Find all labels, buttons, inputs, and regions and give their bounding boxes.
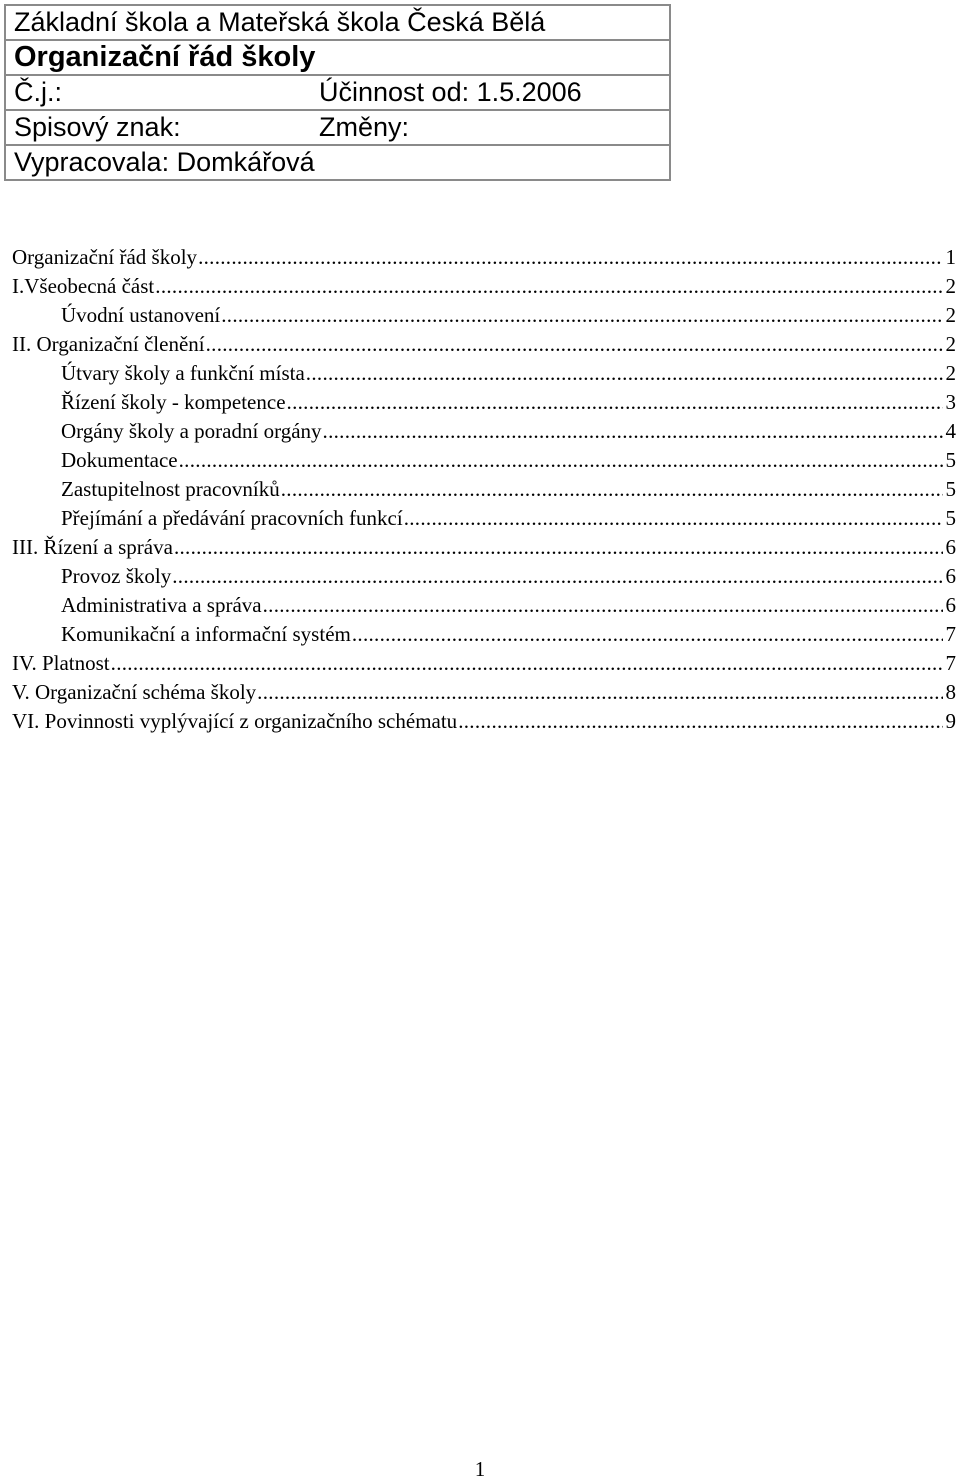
- toc-entry-label: III. Řízení a správa: [12, 535, 173, 559]
- page-number: 1: [474, 1457, 486, 1481]
- toc-entry[interactable]: [12, 446, 956, 475]
- toc-entry-page: 1: [945, 245, 956, 269]
- toc-entry-page: 4: [945, 419, 956, 443]
- toc-entry-page: 9: [945, 709, 956, 733]
- document-title: Organizační řád školy: [5, 40, 670, 75]
- toc-entry[interactable]: [12, 707, 956, 736]
- toc-entry-label: Komunikační a informační systém: [61, 622, 351, 646]
- toc-entry-label: Dokumentace: [61, 448, 178, 472]
- toc-entry-page: 2: [945, 303, 956, 327]
- toc-entry[interactable]: [12, 562, 956, 591]
- effective-date: Účinnost od: 1.5.2006: [319, 75, 670, 110]
- reference-number: Č.j.:: [5, 75, 319, 110]
- toc-entry-page: 6: [945, 564, 956, 588]
- toc-entry-page: 2: [945, 332, 956, 356]
- toc-dot-leader: [206, 330, 943, 359]
- toc-entry-label: Útvary školy a funkční místa: [61, 361, 305, 385]
- document-header-table: [4, 4, 671, 181]
- toc-entry-label: II. Organizační členění: [12, 332, 205, 356]
- toc-entry-label: V. Organizační schéma školy: [12, 680, 257, 704]
- toc-entry[interactable]: [12, 591, 956, 620]
- toc-entry[interactable]: [12, 533, 956, 562]
- toc-dot-leader: [221, 301, 942, 330]
- toc-entry-label: I.Všeobecná část: [12, 274, 155, 298]
- toc-entry[interactable]: [12, 678, 956, 707]
- toc-dot-leader: [111, 649, 943, 678]
- file-mark: Spisový znak:: [5, 110, 319, 145]
- toc-entry-page: 2: [945, 361, 956, 385]
- toc-dot-leader: [458, 707, 942, 736]
- toc-entry-page: 6: [945, 535, 956, 559]
- toc-entry-page: 2: [945, 274, 956, 298]
- toc-dot-leader: [323, 417, 943, 446]
- toc-dot-leader: [263, 591, 943, 620]
- toc-entry-label: Orgány školy a poradní orgány: [61, 419, 322, 443]
- toc-entry[interactable]: [12, 301, 956, 330]
- table-of-contents: [12, 243, 956, 736]
- toc-entry-page: 7: [945, 622, 956, 646]
- toc-dot-leader: [172, 562, 942, 591]
- toc-dot-leader: [174, 533, 943, 562]
- toc-entry-page: 5: [945, 506, 956, 530]
- toc-dot-leader: [352, 620, 943, 649]
- toc-entry-page: 5: [945, 448, 956, 472]
- toc-dot-leader: [155, 272, 942, 301]
- toc-entry[interactable]: [12, 649, 956, 678]
- toc-dot-leader: [281, 475, 943, 504]
- toc-dot-leader: [287, 388, 943, 417]
- toc-entry-label: Provoz školy: [61, 564, 172, 588]
- toc-entry[interactable]: [12, 359, 956, 388]
- toc-entry-page: 5: [945, 477, 956, 501]
- toc-dot-leader: [306, 359, 943, 388]
- toc-entry[interactable]: [12, 272, 956, 301]
- toc-entry-label: Zastupitelnost pracovníků: [61, 477, 280, 501]
- toc-entry-label: Řízení školy - kompetence: [61, 390, 286, 414]
- toc-dot-leader: [404, 504, 943, 533]
- toc-entry-label: Úvodní ustanovení: [61, 303, 221, 327]
- prepared-by: Vypracovala: Domkářová: [5, 145, 670, 180]
- changes: Změny:: [319, 110, 670, 145]
- toc-entry-label: Přejímání a předávání pracovních funkcí: [61, 506, 403, 530]
- toc-entry[interactable]: [12, 417, 956, 446]
- toc-entry-page: 3: [945, 390, 956, 414]
- toc-dot-leader: [179, 446, 943, 475]
- toc-entry[interactable]: [12, 475, 956, 504]
- toc-entry-label: IV. Platnost: [12, 651, 110, 675]
- toc-entry-label: Organizační řád školy: [12, 245, 198, 269]
- toc-dot-leader: [198, 243, 942, 272]
- toc-dot-leader: [257, 678, 942, 707]
- toc-entry-page: 8: [945, 680, 956, 704]
- toc-entry-page: 7: [945, 651, 956, 675]
- toc-entry-label: Administrativa a správa: [61, 593, 262, 617]
- toc-entry-label: VI. Povinnosti vyplývající z organizačního schématu: [12, 709, 458, 733]
- toc-entry[interactable]: [12, 388, 956, 417]
- toc-entry[interactable]: [12, 504, 956, 533]
- school-name: Základní škola a Mateřská škola Česká Bělá: [5, 5, 670, 40]
- toc-entry[interactable]: [12, 330, 956, 359]
- toc-entry-page: 6: [945, 593, 956, 617]
- toc-entry[interactable]: [12, 243, 956, 272]
- toc-entry[interactable]: [12, 620, 956, 649]
